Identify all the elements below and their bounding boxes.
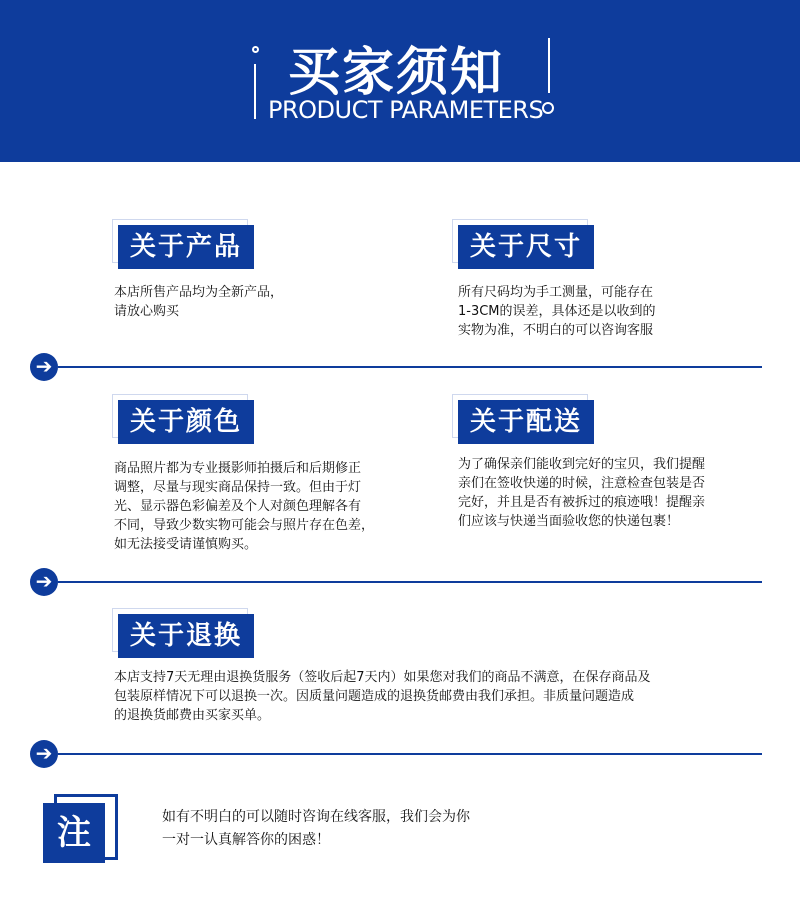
section-divider	[30, 568, 762, 596]
text-line: 一对一认真解答你的困惑！	[162, 832, 330, 848]
divider-line	[254, 64, 256, 119]
text-line: 光、显示器色彩偏差及个人对颜色理解各有	[114, 499, 362, 514]
text-line: 包装原样情况下可以退换一次。因质量问题造成的退换货邮费由我们承担。非质量问题造成	[114, 689, 635, 704]
header-banner	[0, 0, 800, 162]
text-line: 如无法接受请谨慎购买。	[114, 537, 258, 552]
arrow-right-icon: ➔	[30, 740, 58, 768]
text-line: 请放心购买	[114, 304, 180, 319]
divider-line	[548, 38, 550, 93]
section-text-size	[458, 283, 656, 340]
text-line: 亲们在签收快递的时候，注意检查包装是否	[458, 476, 706, 491]
text-line: 所有尺码均为手工测量，可能存在	[458, 285, 654, 300]
text-line: 的退换货邮费由买家买单。	[114, 708, 271, 723]
section-text-return	[114, 668, 651, 725]
section-title-product: 关于产品	[118, 225, 254, 269]
section-text-color	[114, 459, 374, 554]
note-text	[162, 806, 470, 852]
section-title-return: 关于退换	[118, 614, 254, 658]
text-line: 1-3CM的误差，具体还是以收到的	[458, 304, 656, 319]
text-line: 为了确保亲们能收到完好的宝贝，我们提醒	[458, 457, 706, 472]
text-line: 完好，并且是否有被拆过的痕迹哦！提醒亲	[458, 495, 706, 510]
page-subtitle: PRODUCT PARAMETERS	[268, 96, 544, 124]
section-text-delivery	[458, 455, 705, 531]
section-divider	[30, 353, 762, 381]
page-title: 买家须知	[288, 43, 505, 103]
section-divider	[30, 740, 762, 768]
text-line: 们应该与快递当面验收您的快递包裹！	[458, 514, 680, 529]
arrow-right-icon: ➔	[30, 353, 58, 381]
text-line: 本店支持7天无理由退换货服务（签收后起7天内）如果您对我们的商品不满意，在保存商品及	[114, 670, 651, 685]
section-title-color: 关于颜色	[118, 400, 254, 444]
text-line: 如有不明白的可以随时咨询在线客服，我们会为你	[162, 809, 470, 825]
note-icon: 注	[43, 803, 105, 863]
section-text-product	[114, 283, 283, 321]
arrow-right-icon: ➔	[30, 568, 58, 596]
section-title-size: 关于尺寸	[458, 225, 594, 269]
text-line: 商品照片都为专业摄影师拍摄后和后期修正	[114, 461, 362, 476]
target-circle-icon	[542, 102, 554, 114]
text-line: 本店所售产品均为全新产品，	[114, 285, 284, 300]
text-line: 不同，导致少数实物可能会与照片存在色差，	[114, 518, 375, 533]
text-line: 实物为准，不明白的可以咨询客服	[458, 323, 654, 338]
text-line: 调整，尽量与现实商品保持一致。但由于灯	[114, 480, 362, 495]
circle-decoration-icon	[252, 46, 259, 53]
section-title-delivery: 关于配送	[458, 400, 594, 444]
